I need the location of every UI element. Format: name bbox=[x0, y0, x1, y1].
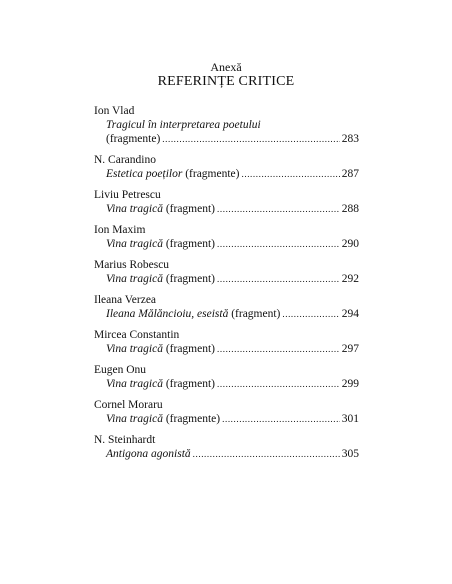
toc-entry bbox=[94, 104, 359, 146]
entry-author: Ileana Verzea bbox=[94, 294, 157, 306]
entry-title-line bbox=[94, 342, 359, 356]
entry-title-italic: Vina tragică bbox=[106, 413, 163, 425]
entry-title-plain: (fragment) bbox=[228, 308, 281, 320]
entry-title-line bbox=[94, 118, 359, 132]
entry-author: Eugen Onu bbox=[94, 364, 147, 376]
dot-leader bbox=[217, 272, 340, 286]
toc-entry bbox=[94, 293, 359, 321]
entry-title-plain: (fragment) bbox=[162, 378, 216, 390]
entry-page-number: 292 bbox=[341, 273, 359, 285]
entry-title-italic: Ileana Mălăncioiu, eseistă bbox=[106, 308, 229, 320]
toc-entry bbox=[94, 328, 359, 356]
entry-page-number: 294 bbox=[341, 308, 359, 320]
dot-leader bbox=[222, 412, 340, 426]
entry-title-italic: Vina tragică bbox=[106, 273, 163, 285]
entry-author: Cornel Moraru bbox=[94, 399, 163, 411]
toc-entry bbox=[94, 398, 359, 426]
dot-leader bbox=[282, 307, 339, 321]
entry-author: Marius Robescu bbox=[94, 259, 170, 271]
entry-author: N. Steinhardt bbox=[94, 434, 156, 446]
toc-entry bbox=[94, 153, 359, 181]
entry-page-number: 283 bbox=[341, 133, 359, 145]
entry-page-number: 297 bbox=[341, 343, 359, 355]
toc-entry bbox=[94, 188, 359, 216]
dot-leader bbox=[242, 167, 340, 181]
entry-author: Mircea Constantin bbox=[94, 329, 180, 341]
entry-title-italic: Vina tragică bbox=[106, 343, 163, 355]
entry-title-italic: Vina tragică bbox=[106, 238, 163, 250]
entry-title-line bbox=[94, 202, 359, 216]
entry-title-italic: Vina tragică bbox=[106, 378, 163, 390]
toc-entry bbox=[94, 223, 359, 251]
entry-title-plain: (fragment) bbox=[162, 273, 216, 285]
dot-leader bbox=[217, 377, 340, 391]
entry-title-line bbox=[94, 237, 359, 251]
entry-page-number: 287 bbox=[341, 168, 359, 180]
entry-title-plain: (fragment) bbox=[162, 238, 216, 250]
entry-title-line bbox=[94, 307, 359, 321]
toc-entry bbox=[94, 258, 359, 286]
entry-title-line bbox=[94, 132, 359, 146]
entry-author: Ion Maxim bbox=[94, 224, 146, 236]
entry-author: Liviu Petrescu bbox=[94, 189, 161, 201]
entry-page-number: 288 bbox=[341, 203, 359, 215]
entry-title-italic: Tragicul în interpretarea poetului bbox=[106, 119, 261, 131]
dot-leader bbox=[217, 202, 340, 216]
entry-title-line bbox=[94, 447, 359, 461]
dot-leader bbox=[162, 132, 339, 146]
entry-page-number: 290 bbox=[341, 238, 359, 250]
entry-page-number: 299 bbox=[341, 378, 359, 390]
toc-entry bbox=[94, 433, 359, 461]
entry-page-number: 305 bbox=[341, 448, 359, 460]
dot-leader bbox=[217, 342, 340, 356]
entry-title-plain: (fragmente) bbox=[162, 413, 221, 425]
dot-leader bbox=[217, 237, 340, 251]
entry-author: Ion Vlad bbox=[94, 105, 135, 117]
entry-title-plain: (fragmente) bbox=[182, 168, 240, 180]
entry-title-line bbox=[94, 167, 359, 181]
entry-title-italic: Antigona agonistă bbox=[106, 448, 191, 460]
annex-label: Anexă bbox=[210, 60, 242, 74]
entry-title-line bbox=[94, 412, 359, 426]
table-of-contents bbox=[94, 104, 359, 468]
entry-title-line bbox=[94, 377, 359, 391]
entry-title-plain: (fragment) bbox=[162, 203, 216, 215]
entry-title-italic: Estetica poeților bbox=[106, 168, 183, 180]
entry-title-line bbox=[94, 272, 359, 286]
entry-author: N. Carandino bbox=[94, 154, 156, 166]
entry-title-italic: Vina tragică bbox=[106, 203, 163, 215]
dot-leader bbox=[193, 447, 340, 461]
entry-page-number: 301 bbox=[341, 413, 359, 425]
entry-title-plain: (fragmente) bbox=[106, 133, 161, 145]
entry-title-plain: (fragment) bbox=[162, 343, 216, 355]
toc-entry bbox=[94, 363, 359, 391]
section-heading: REFERINȚE CRITICE bbox=[157, 74, 295, 89]
